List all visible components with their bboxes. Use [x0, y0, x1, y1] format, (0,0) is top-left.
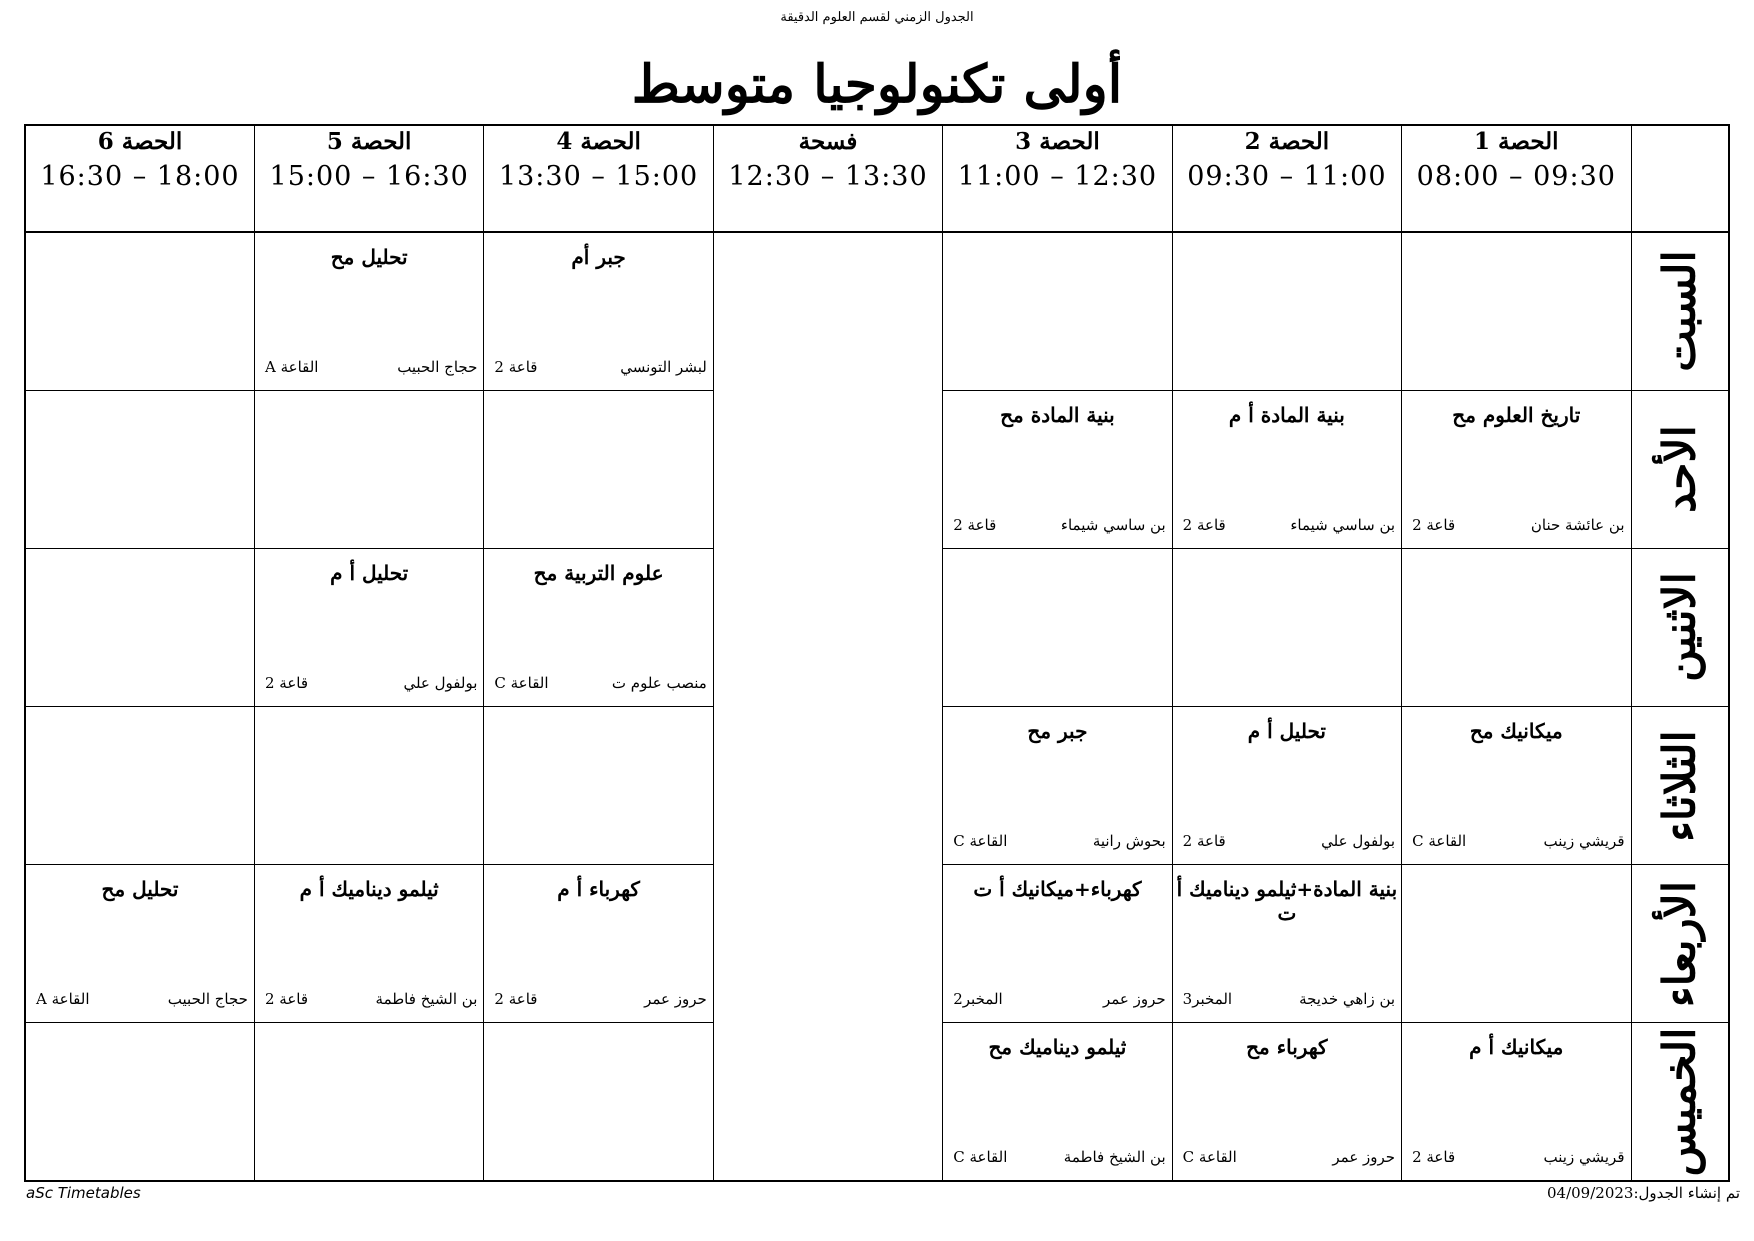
break-column: [713, 232, 942, 1181]
room-label: قاعة 2: [1182, 832, 1226, 851]
subject-label: كهرباء+ميكانيك أ ت: [973, 877, 1142, 902]
teacher-name: بن الشيخ فاطمة: [1063, 1148, 1166, 1166]
subject-label: علوم التربية مح: [533, 560, 664, 585]
day-name: الأحد: [1654, 425, 1706, 514]
teacher-name: بن ساسي شيماء: [1060, 515, 1166, 534]
teacher-name: قريشي زينب: [1543, 1148, 1625, 1166]
footer-created-date: تم إنشاء الجدول:04/09/2023: [1547, 1184, 1740, 1202]
timetable-cell: [254, 232, 483, 390]
period-time: 16:30 – 18:00: [40, 161, 240, 193]
timetable-cell: [1402, 548, 1631, 706]
subject-label: تاريخ العلوم مح: [1452, 402, 1581, 427]
subject-label: ثيلمو ديناميك أ م: [299, 877, 439, 902]
period-name: الحصة 4: [556, 128, 641, 155]
day-label: [1631, 548, 1729, 706]
teacher-name: بن عائشة حنان: [1530, 515, 1625, 534]
header-corner: [1631, 125, 1729, 232]
subject-label: تحليل أ م: [330, 560, 409, 585]
day-name: الأربعاء: [1654, 880, 1706, 1007]
subject-label: كهرباء أ م: [557, 877, 640, 902]
period-name: الحصة 2: [1244, 128, 1330, 155]
timetable: [24, 124, 1730, 1182]
timetable-cell: [1402, 390, 1631, 548]
period-name: الحصة 1: [1474, 128, 1559, 155]
day-name: الاثنين: [1654, 572, 1706, 683]
room-label: قاعة 2: [1182, 515, 1226, 534]
period-name: الحصة 3: [1015, 128, 1100, 155]
room-label: قاعة 2: [1412, 515, 1456, 534]
timetable-cell: [1172, 865, 1401, 1023]
period-name: الحصة 5: [326, 128, 412, 155]
timetable-cell: [254, 865, 483, 1023]
timetable-cell: [484, 390, 713, 548]
timetable-cell: [25, 1023, 254, 1181]
period-time: 12:30 – 13:30: [728, 161, 928, 193]
teacher-name: بولفول علي: [1321, 832, 1396, 851]
period-header: [713, 125, 942, 232]
room-label: قاعة 2: [264, 990, 309, 1009]
timetable-cell: [484, 865, 713, 1023]
timetable-cell: [943, 232, 1172, 390]
subject-label: بنية المادة أ م: [1228, 402, 1345, 427]
day-label: [1631, 707, 1729, 865]
period-header: [25, 125, 254, 232]
subject-label: جبر أم: [571, 245, 626, 270]
teacher-name: قريشي زينب: [1543, 832, 1625, 851]
teacher-name: حروز عمر: [1332, 1148, 1396, 1166]
timetable-cell: [254, 1023, 483, 1181]
timetable-cell: [484, 548, 713, 706]
teacher-name: بحوش رانية: [1092, 832, 1166, 851]
timetable-cell: [25, 707, 254, 865]
timetable-cell: [25, 390, 254, 548]
timetable-cell: [1172, 1023, 1401, 1181]
period-time: 09:30 – 11:00: [1187, 161, 1387, 193]
period-time: 11:00 – 12:30: [957, 161, 1158, 193]
timetable-cell: [1172, 548, 1401, 706]
timetable-cell: [484, 232, 713, 390]
teacher-name: حروز عمر: [644, 990, 707, 1009]
timetable-cell: [484, 1023, 713, 1181]
timetable-cell: [25, 865, 254, 1023]
period-name: الحصة 6: [97, 128, 183, 155]
room-label: القاعة C: [1412, 832, 1467, 851]
timetable-cell: [254, 707, 483, 865]
room-label: القاعة C: [953, 832, 1008, 851]
teacher-name: بن ساسي شيماء: [1290, 515, 1396, 534]
period-time: 13:30 – 15:00: [498, 161, 699, 193]
timetable-cell: [254, 548, 483, 706]
subject-label: ثيلمو ديناميك مح: [988, 1035, 1127, 1060]
timetable-cell: [1402, 865, 1631, 1023]
timetable-cell: [1402, 232, 1631, 390]
timetable-cell: [1172, 232, 1401, 390]
subject-label: ميكانيك مح: [1469, 719, 1563, 744]
timetable-cell: [1172, 707, 1401, 865]
timetable-cell: [484, 707, 713, 865]
subject-label: بنية المادة مح: [1000, 402, 1115, 427]
period-time: 08:00 – 09:30: [1416, 161, 1616, 193]
teacher-name: حجاج الحبيب: [397, 357, 478, 376]
day-name: الخميس: [1654, 1027, 1706, 1177]
period-header: [943, 125, 1172, 232]
subject-label: تحليل أ م: [1247, 719, 1326, 744]
room-label: قاعة 2: [494, 990, 538, 1009]
subject-label: تحليل مح: [330, 245, 408, 270]
period-header: [484, 125, 713, 232]
timetable-cell: [25, 548, 254, 706]
period-header: [254, 125, 483, 232]
day-label: [1631, 232, 1729, 390]
timetable-cell: [1402, 707, 1631, 865]
teacher-name: بن زاهي خديجة: [1299, 990, 1396, 1009]
room-label: قاعة 2: [494, 357, 538, 376]
day-name: الثلاثاء: [1654, 729, 1706, 842]
period-header: [1402, 125, 1631, 232]
teacher-name: حروز عمر: [1102, 990, 1166, 1009]
day-label: [1631, 390, 1729, 548]
room-label: قاعة 2: [953, 515, 997, 534]
subject-label: كهرباء مح: [1246, 1035, 1328, 1060]
footer-brand: aSc Timetables: [26, 1184, 141, 1202]
page-title: أولى تكنولوجيا متوسط: [631, 54, 1123, 115]
day-label: [1631, 865, 1729, 1023]
timetable-cell: [1172, 390, 1401, 548]
subject-label: جبر مح: [1027, 719, 1088, 744]
period-header: [1172, 125, 1401, 232]
timetable-cell: [1402, 1023, 1631, 1181]
timetable-cell: [943, 865, 1172, 1023]
room-label: قاعة 2: [264, 674, 309, 693]
timetable-cell: [943, 707, 1172, 865]
timetable-cell: [25, 232, 254, 390]
timetable-cell: [943, 548, 1172, 706]
teacher-name: بولفول علي: [403, 674, 478, 693]
day-row: [25, 232, 1729, 390]
room-label: المخبر2: [953, 990, 1003, 1009]
day-name: السبت: [1654, 250, 1706, 373]
room-label: القاعة C: [1182, 1148, 1237, 1166]
timetable-cell: [943, 1023, 1172, 1181]
subject-label: ميكانيك أ م: [1469, 1035, 1564, 1060]
period-name: فسحة: [798, 128, 858, 155]
room-label: القاعة C: [494, 674, 549, 693]
room-label: القاعة A: [264, 357, 319, 376]
subject-label: تحليل مح: [101, 877, 179, 902]
teacher-name: بن الشيخ فاطمة: [375, 990, 478, 1009]
period-time: 15:00 – 16:30: [269, 161, 469, 193]
teacher-name: منصب علوم ت: [611, 674, 707, 693]
timetable-cell: [254, 390, 483, 548]
day-label: [1631, 1023, 1729, 1181]
room-label: المخبر3: [1182, 990, 1233, 1009]
room-label: القاعة C: [953, 1148, 1008, 1166]
teacher-name: حجاج الحبيب: [167, 990, 248, 1009]
subject-label: بنية المادة+ثيلمو ديناميك أ ت: [1176, 877, 1398, 926]
document-subtitle: الجدول الزمني لقسم العلوم الدقيقة: [780, 10, 974, 25]
teacher-name: لبشر التونسي: [620, 357, 707, 376]
timetable-cell: [943, 390, 1172, 548]
room-label: القاعة A: [36, 990, 90, 1009]
room-label: قاعة 2: [1412, 1148, 1456, 1166]
